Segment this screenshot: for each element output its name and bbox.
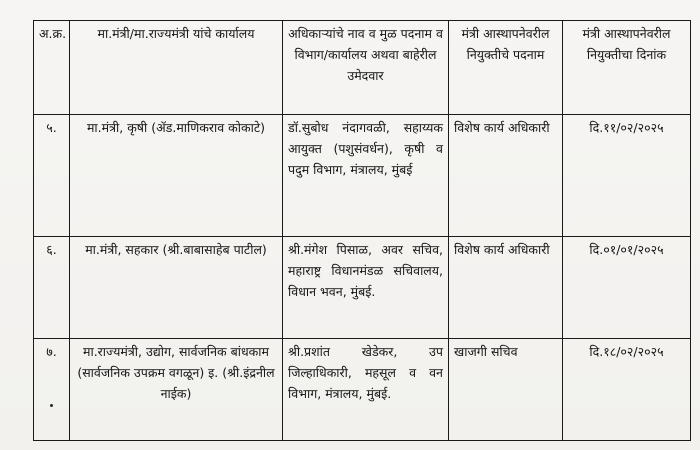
scan-speck <box>50 404 53 407</box>
cell-officer-name: डॉ.सुबोध नंदागवळी, सहाय्यक आयुक्त (पशुसंवर्धन), कृषी व पदुम विभाग, मंत्रालय, मुंबई <box>283 115 449 237</box>
cell-appointment-post: खाजगी सचिव <box>449 339 563 441</box>
cell-serial-no: ५. <box>34 115 70 237</box>
cell-appointment-date: दि.०१/०१/२०२५ <box>563 237 691 339</box>
table-row <box>34 339 691 441</box>
table-row <box>34 115 691 237</box>
appointments-table <box>33 20 691 441</box>
header-appointment-post: मंत्री आस्थापनेवरील नियुक्तीचे पदनाम <box>449 21 563 115</box>
cell-appointment-date: दि.१८/०२/२०२५ <box>563 339 691 441</box>
cell-minister-office: मा.मंत्री, सहकार (श्री.बाबासाहेब पाटील) <box>70 237 283 339</box>
cell-minister-office: मा.मंत्री, कृषी (ॲड.माणिकराव कोकाटे) <box>70 115 283 237</box>
table-row <box>34 237 691 339</box>
cell-minister-office: मा.राज्यमंत्री, उद्योग, सार्वजनिक बांधकाम (सार्वजनिक उपक्रम वगळून) इ. (श्री.इंद्रनील नाईक) <box>70 339 283 441</box>
cell-appointment-post: विशेष कार्य अधिकारी <box>449 237 563 339</box>
header-appointment-date: मंत्री आस्थापनेवरील नियुक्तीचा दिनांक <box>563 21 691 115</box>
cell-officer-name: श्री.मंगेश पिसाळ, अवर सचिव, महाराष्ट्र विधानमंडळ सचिवालय, विधान भवन, मुंबई. <box>283 237 449 339</box>
header-minister-office: मा.मंत्री/मा.राज्यमंत्री यांचे कार्यालय <box>70 21 283 115</box>
header-officer-name: अधिकाऱ्यांचे नाव व मुळ पदनाम व विभाग/कार्यालय अथवा बाहेरील उमेदवार <box>283 21 449 115</box>
cell-appointment-post: विशेष कार्य अधिकारी <box>449 115 563 237</box>
table-header-row <box>34 21 691 115</box>
cell-serial-no: ६. <box>34 237 70 339</box>
cell-appointment-date: दि.११/०२/२०२५ <box>563 115 691 237</box>
header-serial-no: अ.क्र. <box>34 21 70 115</box>
cell-serial-no: ७. <box>34 339 70 441</box>
cell-officer-name: श्री.प्रशांत खेडेकर, उप जिल्हाधिकारी, महसूल व वन विभाग, मंत्रालय, मुंबई. <box>283 339 449 441</box>
